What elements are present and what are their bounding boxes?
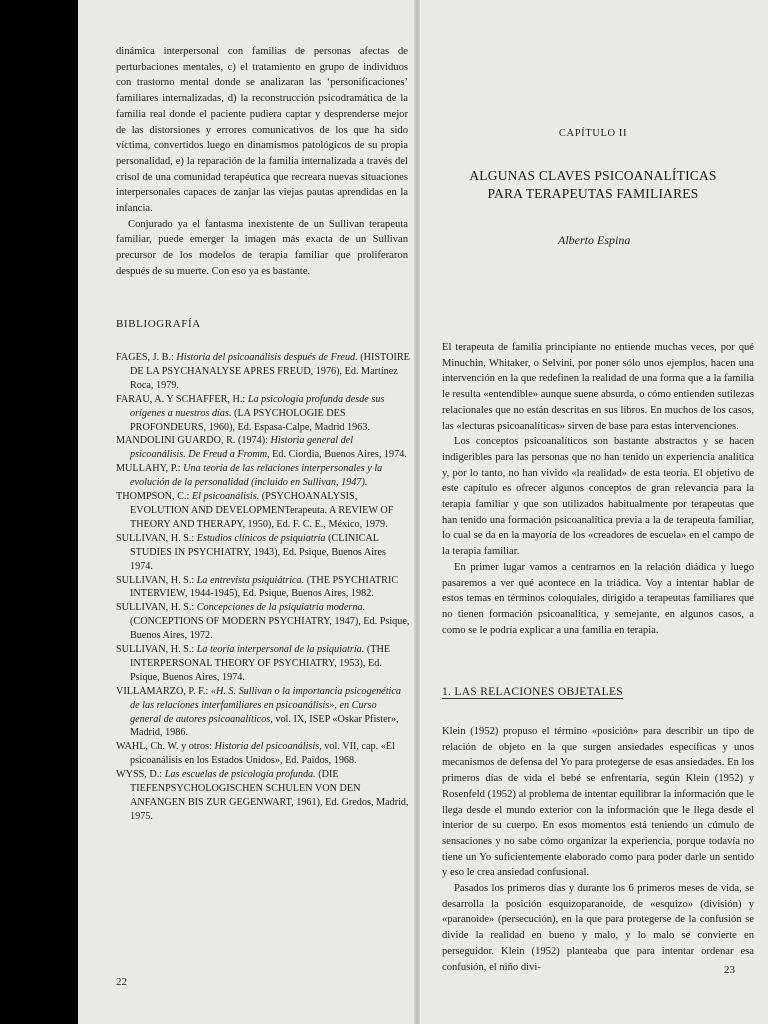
right-paragraph-1: El terapeuta de familia principiante no entiende muchas veces, por qué Minuchin, Whitaker, o Selvini, por poner sólo unos ejemplos, hacen una intervención en la que redefinen la realidad de una forma que a la familia le resulta «entendible» aunque suene absurda, o cómo entienden sutilezas relacionales que no están descritas en sus libros. En muchos de los casos, las «lecturas psicoanalíticas» sirven de base para estas intervenciones. [442, 342, 754, 432]
bibliography-entry [116, 532, 410, 574]
bibliography-list [116, 351, 410, 824]
bib-title: La entrevista psiquiátrica. [196, 574, 305, 586]
bib-author: SULLIVAN, H. S.: [116, 532, 195, 544]
bib-author: WAHL, Ch. W. y otros: [116, 741, 212, 753]
bib-author: MULLAHY, P.: [116, 463, 181, 475]
section-body-text [442, 724, 754, 975]
chapter-author: Alberto Espina [558, 233, 631, 247]
bib-details: Ed. Ciordia, Buenos Aires, 1974. [272, 449, 407, 461]
bib-details: vol. IX, ISEP «Oskar Pfister», Madrid, 1986. [130, 713, 399, 739]
section-heading: 1. LAS RELACIONES OBJETALES [442, 686, 623, 698]
bib-author: SULLIVAN, H. S.: [116, 644, 195, 656]
bib-details: (THE INTERPERSONAL THEORY OF PSYCHIATRY, 1953), Ed. Psique, Buenos Aires, 1974. [130, 644, 391, 683]
bib-title: Estudios clínicos de psiquiatría [196, 532, 326, 544]
right-page [418, 0, 768, 1024]
bib-author: THOMPSON, C.: [116, 491, 190, 503]
bib-title: Historia general del psicoanálisis. De Freud a Fromm, [130, 435, 354, 461]
bibliography-entry [116, 393, 410, 435]
bib-details: vol. VII, cap. «El psicoanálisis en los Estados Unidos», Ed. Paidos, 1968. [130, 741, 395, 767]
bibliography-entry [116, 768, 410, 824]
bibliography-entry [116, 643, 410, 685]
bib-details: (THE PSYCHIATRIC INTERVIEW, 1944-1945), Ed. Psique, Buenos Aires, 1982. [130, 574, 399, 600]
left-paragraph-1: dinámica interpersonal con familias de personas afectas de perturbaciones mentales, c) el tratamiento en grupo de individuos con trastorno mental donde se analizaran las ‘personificaciones’ familiares internalizadas, d) la reconstrucción psicodramática de la familia real donde el paciente pudiera captar y desprenderse mejor de las distorsiones y errores comunicativos de los que ha sido víctima, convertidos luego en dinamismos patológicos de su propia personalidad, e) la reparación de la familia internalizada a través del crisol de una comunidad terapéutica que recreara nuevas situaciones interpersonales capaces de zanjar las viejas pautas aprendidas en la infancia. [116, 46, 408, 215]
bib-author: FAGES, J. B.: [116, 352, 174, 363]
bib-details: (CONCEPTIONS OF MODERN PSYCHIATRY, 1947), Ed. Psique, Buenos Aires, 1972. [130, 616, 410, 642]
bib-title: Las escuelas de psicología profunda. [164, 769, 316, 781]
bib-details: (CLINICAL STUDIES IN PSYCHIATRY, 1943), Ed. Psique, Buenos Aires 1974. [130, 532, 386, 572]
bibliography-entry [116, 685, 410, 741]
chapter-label: CAPÍTULO II [558, 128, 628, 139]
left-page [78, 0, 418, 1024]
bib-author: FARAU, A. Y SCHAFFER, H.: [116, 393, 246, 405]
section-paragraph-2: Pasados los primeros días y durante los 6 primeros meses de vida, se desarrolla la posición esquizoparanoide, de «esquizo» (división) y «paranoide» (persecución), en la que para protegerse de la confusión se divide la realidad en bueno y malo, y lo malo se convierte en perseguidor. Klein (1952) planteaba que para intentar ordenar esa confusión, el niño divi- [442, 883, 754, 973]
bib-title: Una teoría de las relaciones interpersonales y la evolución de la personalidad (incluido en Sullivan, 1947). [130, 463, 383, 489]
page-number-right: 23 [724, 964, 735, 976]
page-number-left: 22 [116, 976, 127, 988]
left-body-text [116, 44, 408, 280]
bib-title: La teoría interpersonal de la psiquiatría. [196, 644, 365, 656]
bib-author: VILLAMARZO, P. F.: [116, 685, 209, 697]
bib-title: «H. S. Sullivan o la importancia psicogenética de las relaciones interfamiliares en psicoanálisis», en Curso general de autores psicoanalíticos, [130, 685, 401, 725]
bib-title: La psicología profunda desde sus orígenes a nuestros días. [130, 393, 385, 419]
right-paragraph-3: En primer lugar vamos a centrarnos en la relación diádica y luego pasaremos a ver qué acontece en la triádica. Voy a intentar hablar de estos temas en términos coloquiales, dirigido a terapeutas familiares que no tienen formación psicoanalítica, y semejante, en algunos casos, a como se le podría explicar a una familia en terapia. [442, 561, 754, 636]
bib-details: (HISTOIRE DE LA PSYCHANALYSE APRES FREUD, 1976), Ed. Martínez Roca, 1979. [130, 352, 410, 391]
right-paragraph-2: Los conceptos psicoanalíticos son bastante abstractos y se hacen indigeribles para las personas que no han tenido un experiencia analítica y, por lo tanto, no han vivido «la realidad» de esta teoría. El objetivo de este capítulo es ofrecer algunos conceptos de gran relevancia para la terapia familiar y que son utilizados habitualmente por terapeutas que han tenido una formación psicoanalítica previa a la de terapeuta familiar, lo cual se da en la mayoría de los «creadores de escuela» en el campo de la terapia familiar. [442, 436, 754, 558]
bibliography-entry [116, 434, 410, 462]
bib-author: WYSS, D.: [116, 769, 163, 781]
left-paragraph-2: Conjurado ya el fantasma inexistente de un Sullivan terapeuta familiar, puede emerger la imagen más exacta de un Sullivan precursor de los modelos de terapia familiar que proliferaron después de su muerte. Con eso ya es bastante. [116, 218, 408, 277]
bib-details: (LA PSYCHOLOGIE DES PROFONDEURS, 1960), Ed. Espasa-Calpe, Madrid 1963. [130, 407, 370, 433]
bib-title: El psicoanálisis. [191, 491, 260, 503]
chapter-title-line-1: ALGUNAS CLAVES PSICOANALÍTICAS [469, 168, 717, 183]
bib-details: (DIE TIEFENPSYCHOLOGISCHEN SCHULEN VON DEN ANFANGEN BIS ZUR GEGENWART, 1961), Ed. Gredos, Madrid, 1975. [130, 769, 409, 822]
bib-title: Concepciones de la psiquiatría moderna. [196, 602, 366, 614]
bibliography-entry [116, 490, 410, 532]
bib-details: (PSYCHOANALYSIS, EVOLUTION AND DEVELOPMENTerapeuta. A REVIEW OF THEORY AND THERAPY, 1950), Ed. F. C. E., México, 1979. [130, 491, 394, 530]
bibliography-entry [116, 601, 410, 643]
bibliography-entry [116, 740, 410, 768]
bibliography-heading: BIBLIOGRAFÍA [116, 318, 201, 330]
chapter-title-line-2: PARA TERAPEUTAS FAMILIARES [487, 186, 699, 201]
bibliography-entry [116, 574, 410, 602]
bib-author: SULLIVAN, H. S.: [116, 602, 195, 614]
section-paragraph-1: Klein (1952) propuso el término «posición» para describir un tipo de relación de objeto en la que surgen ansiedades específicas y unos mecanismos de defensa del Yo para protegerse de esas ansiedades. En los primeros días de vida el bebé se enfrentaría, según Klein (1952) y Rosenfeld (1952) al problema de intentar equilibrar la información que le llega desde el mundo exterior con la información que le llega desde el interior de su cuerpo. En esos momentos está teniendo un cúmulo de sensaciones y no sabe cómo organizar la experiencia, porque todavía no tiene un Yo suficientemente elaborado como para poder darle un sentido y eso le crea ansiedad confusional. [442, 726, 754, 879]
bibliography-entry [116, 351, 410, 393]
right-intro-text [442, 340, 754, 638]
bib-author: SULLIVAN, H. S.: [116, 574, 195, 586]
bib-title: Historia del psicoanálisis, [214, 741, 322, 753]
bibliography-entry [116, 462, 410, 490]
chapter-title [418, 167, 768, 203]
bib-title: Historia del psicoanálisis después de Freud. [176, 352, 358, 363]
bib-author: MANDOLINI GUARDO, R. (1974): [116, 435, 268, 447]
